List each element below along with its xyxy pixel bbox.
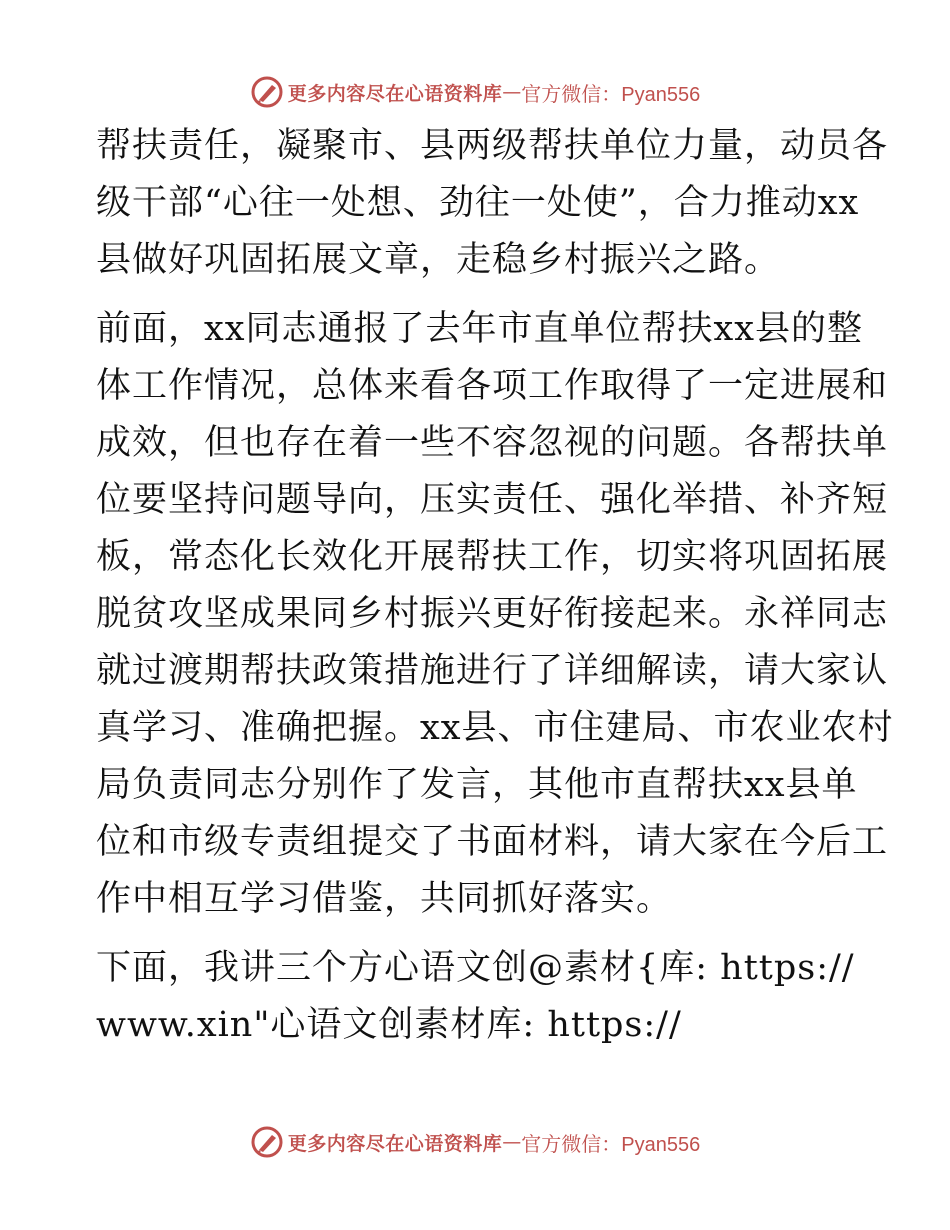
watermark-separator: — (502, 1131, 522, 1153)
text-line: 脱贫攻坚成果同乡村振兴更好衔接起来。永祥同志 (96, 594, 889, 634)
pen-logo-icon (250, 1125, 284, 1159)
text-line: 帮扶责任，凝聚市、县两级帮扶单位力量，动员各 (96, 126, 889, 166)
text-line: 县做好巩固拓展文章，走稳乡村振兴之路。 (96, 240, 781, 280)
text-line: 下面，我讲三个方心语文创@素材{库: https:// (96, 948, 855, 988)
text-line: 局负责同志分别作了发言，其他市直帮扶xx县单 (96, 765, 858, 805)
text-line: 级干部“心往一处想、劲往一处使”，合力推动xx (96, 183, 860, 223)
watermark-account: 官方微信：Pyan556 (521, 83, 701, 106)
text-line: 前面，xx同志通报了去年市直单位帮扶xx县的整 (96, 309, 863, 349)
text-line: 作中相互学习借鉴，共同抓好落实。 (96, 879, 673, 919)
text-line: 就过渡期帮扶政策措施进行了详细解读，请大家认 (96, 651, 889, 691)
paragraph-spacer (96, 289, 856, 301)
text-line: 成效，但也存在着一些不容忽视的问题。各帮扶单 (96, 423, 889, 463)
watermark-account: 官方微信：Pyan556 (521, 1133, 701, 1156)
watermark-text: 更多内容尽在心语资料库 (287, 82, 503, 105)
paragraph-3 (96, 940, 856, 1054)
text-line: 体工作情况，总体来看各项工作取得了一定进展和 (96, 366, 889, 406)
watermark-separator: — (502, 81, 522, 103)
pen-logo-icon (250, 75, 284, 109)
paragraph-2 (96, 301, 894, 928)
header-watermark (0, 72, 950, 112)
paragraph-spacer (96, 928, 856, 940)
text-line: 位要坚持问题导向，压实责任、强化举措、补齐短 (96, 480, 889, 520)
text-line: 真学习、准确把握。xx县、市住建局、市农业农村 (96, 708, 894, 748)
document-body (96, 118, 894, 1054)
text-line: 板，常态化长效化开展帮扶工作，切实将巩固拓展 (96, 537, 889, 577)
footer-watermark (0, 1122, 950, 1162)
text-line: www.xin"心语文创素材库: https:// (96, 1005, 682, 1045)
watermark-text: 更多内容尽在心语资料库 (287, 1132, 503, 1155)
text-line: 位和市级专责组提交了书面材料，请大家在今后工 (96, 822, 889, 862)
paragraph-1 (96, 118, 889, 289)
